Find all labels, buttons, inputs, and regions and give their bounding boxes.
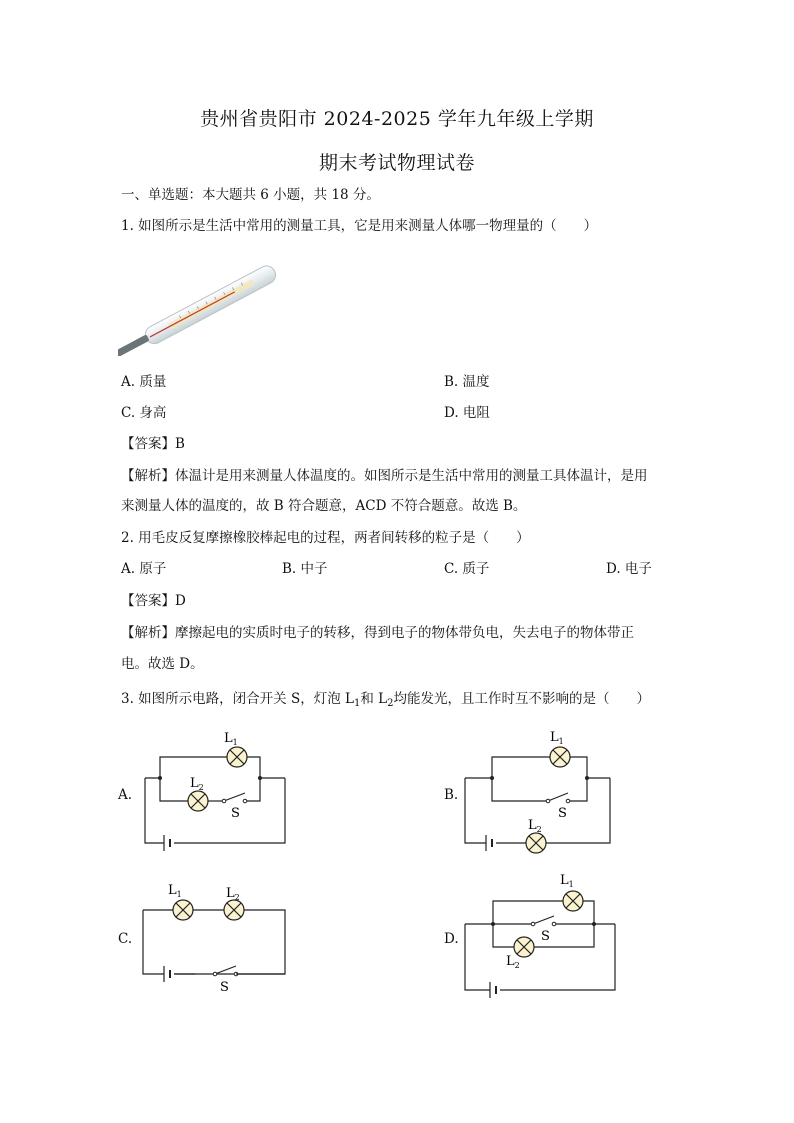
q2-answer: 【答案】D: [121, 593, 186, 609]
circuit-a-l2-label: $L_2$: [190, 776, 204, 792]
q3-stem-part2: 和 L: [360, 691, 388, 707]
document-title-line2: 期末考试物理试卷: [318, 152, 475, 174]
q3-stem-sub2: 2: [387, 698, 394, 709]
q1-option-d: D. 电阻: [444, 405, 490, 421]
circuit-c-diagram: [140, 878, 300, 998]
circuit-c-s-label: S: [220, 980, 229, 995]
circuit-c-l1-label: $L_1$: [168, 883, 182, 899]
circuit-b-s-label: S: [558, 806, 567, 821]
q2-option-a: A. 原子: [121, 561, 167, 577]
q3-stem-sub1: 1: [353, 698, 361, 709]
q3-stem-part3: 均能发光，且工作时互不影响的是（ ）: [393, 691, 650, 707]
q2-option-d: D. 电子: [606, 561, 652, 577]
q2-option-c: C. 质子: [444, 561, 490, 577]
thermometer-image: [118, 256, 293, 356]
circuit-a-diagram: [140, 725, 300, 860]
q3-option-a-label: A.: [118, 787, 133, 803]
q2-analysis-line1: 【解析】摩擦起电的实质时电子的转移，得到电子的物体带负电，失去电子的物体带正: [121, 625, 634, 641]
circuit-d-l1-label: $L_1$: [560, 873, 574, 889]
q1-option-a: A. 质量: [121, 374, 167, 390]
question-3-stem: [121, 690, 650, 713]
circuit-d-diagram: [460, 868, 625, 1003]
circuit-c-l2-label: $L_2$: [226, 886, 240, 902]
question-2-stem: 2. 用毛皮反复摩擦橡胶棒起电的过程，两者间转移的粒子是（ ）: [121, 530, 530, 546]
question-1-stem: 1. 如图所示是生活中常用的测量工具，它是用来测量人体哪一物理量的（ ）: [121, 218, 598, 234]
circuit-a-l1-label: $L_1$: [224, 731, 238, 747]
q1-answer: 【答案】B: [121, 436, 185, 452]
q1-option-b: B. 温度: [444, 374, 490, 390]
q1-option-c: C. 身高: [121, 405, 167, 421]
circuit-d-s-label: S: [541, 929, 550, 944]
section-header: 一、单选题：本大题共 6 小题，共 18 分。: [121, 187, 380, 203]
q3-option-b-label: B.: [444, 787, 459, 803]
circuit-a-s-label: S: [231, 806, 240, 821]
circuit-d-l2-label: $L_2$: [506, 954, 520, 970]
q3-option-d-label: D.: [444, 931, 459, 947]
circuit-b-l2-label: $L_2$: [528, 818, 542, 834]
q2-option-b: B. 中子: [282, 561, 328, 577]
q1-analysis-line1: 【解析】体温计是用来测量人体温度的。如图所示是生活中常用的测量工具体温计，是用: [121, 468, 648, 484]
circuit-b-diagram: [460, 725, 620, 860]
q2-analysis-line2: 电。故选 D。: [121, 656, 204, 672]
q3-option-c-label: C.: [118, 931, 133, 947]
q3-stem-part1: 3. 如图所示电路，闭合开关 S，灯泡 L: [121, 691, 354, 707]
document-title-line1: 贵州省贵阳市 2024-2025 学年九年级上学期: [200, 108, 594, 130]
circuit-b-l1-label: $L_1$: [550, 730, 564, 746]
q1-analysis-line2: 来测量人体的温度的，故 B 符合题意，ACD 不符合题意。故选 B。: [121, 498, 527, 514]
